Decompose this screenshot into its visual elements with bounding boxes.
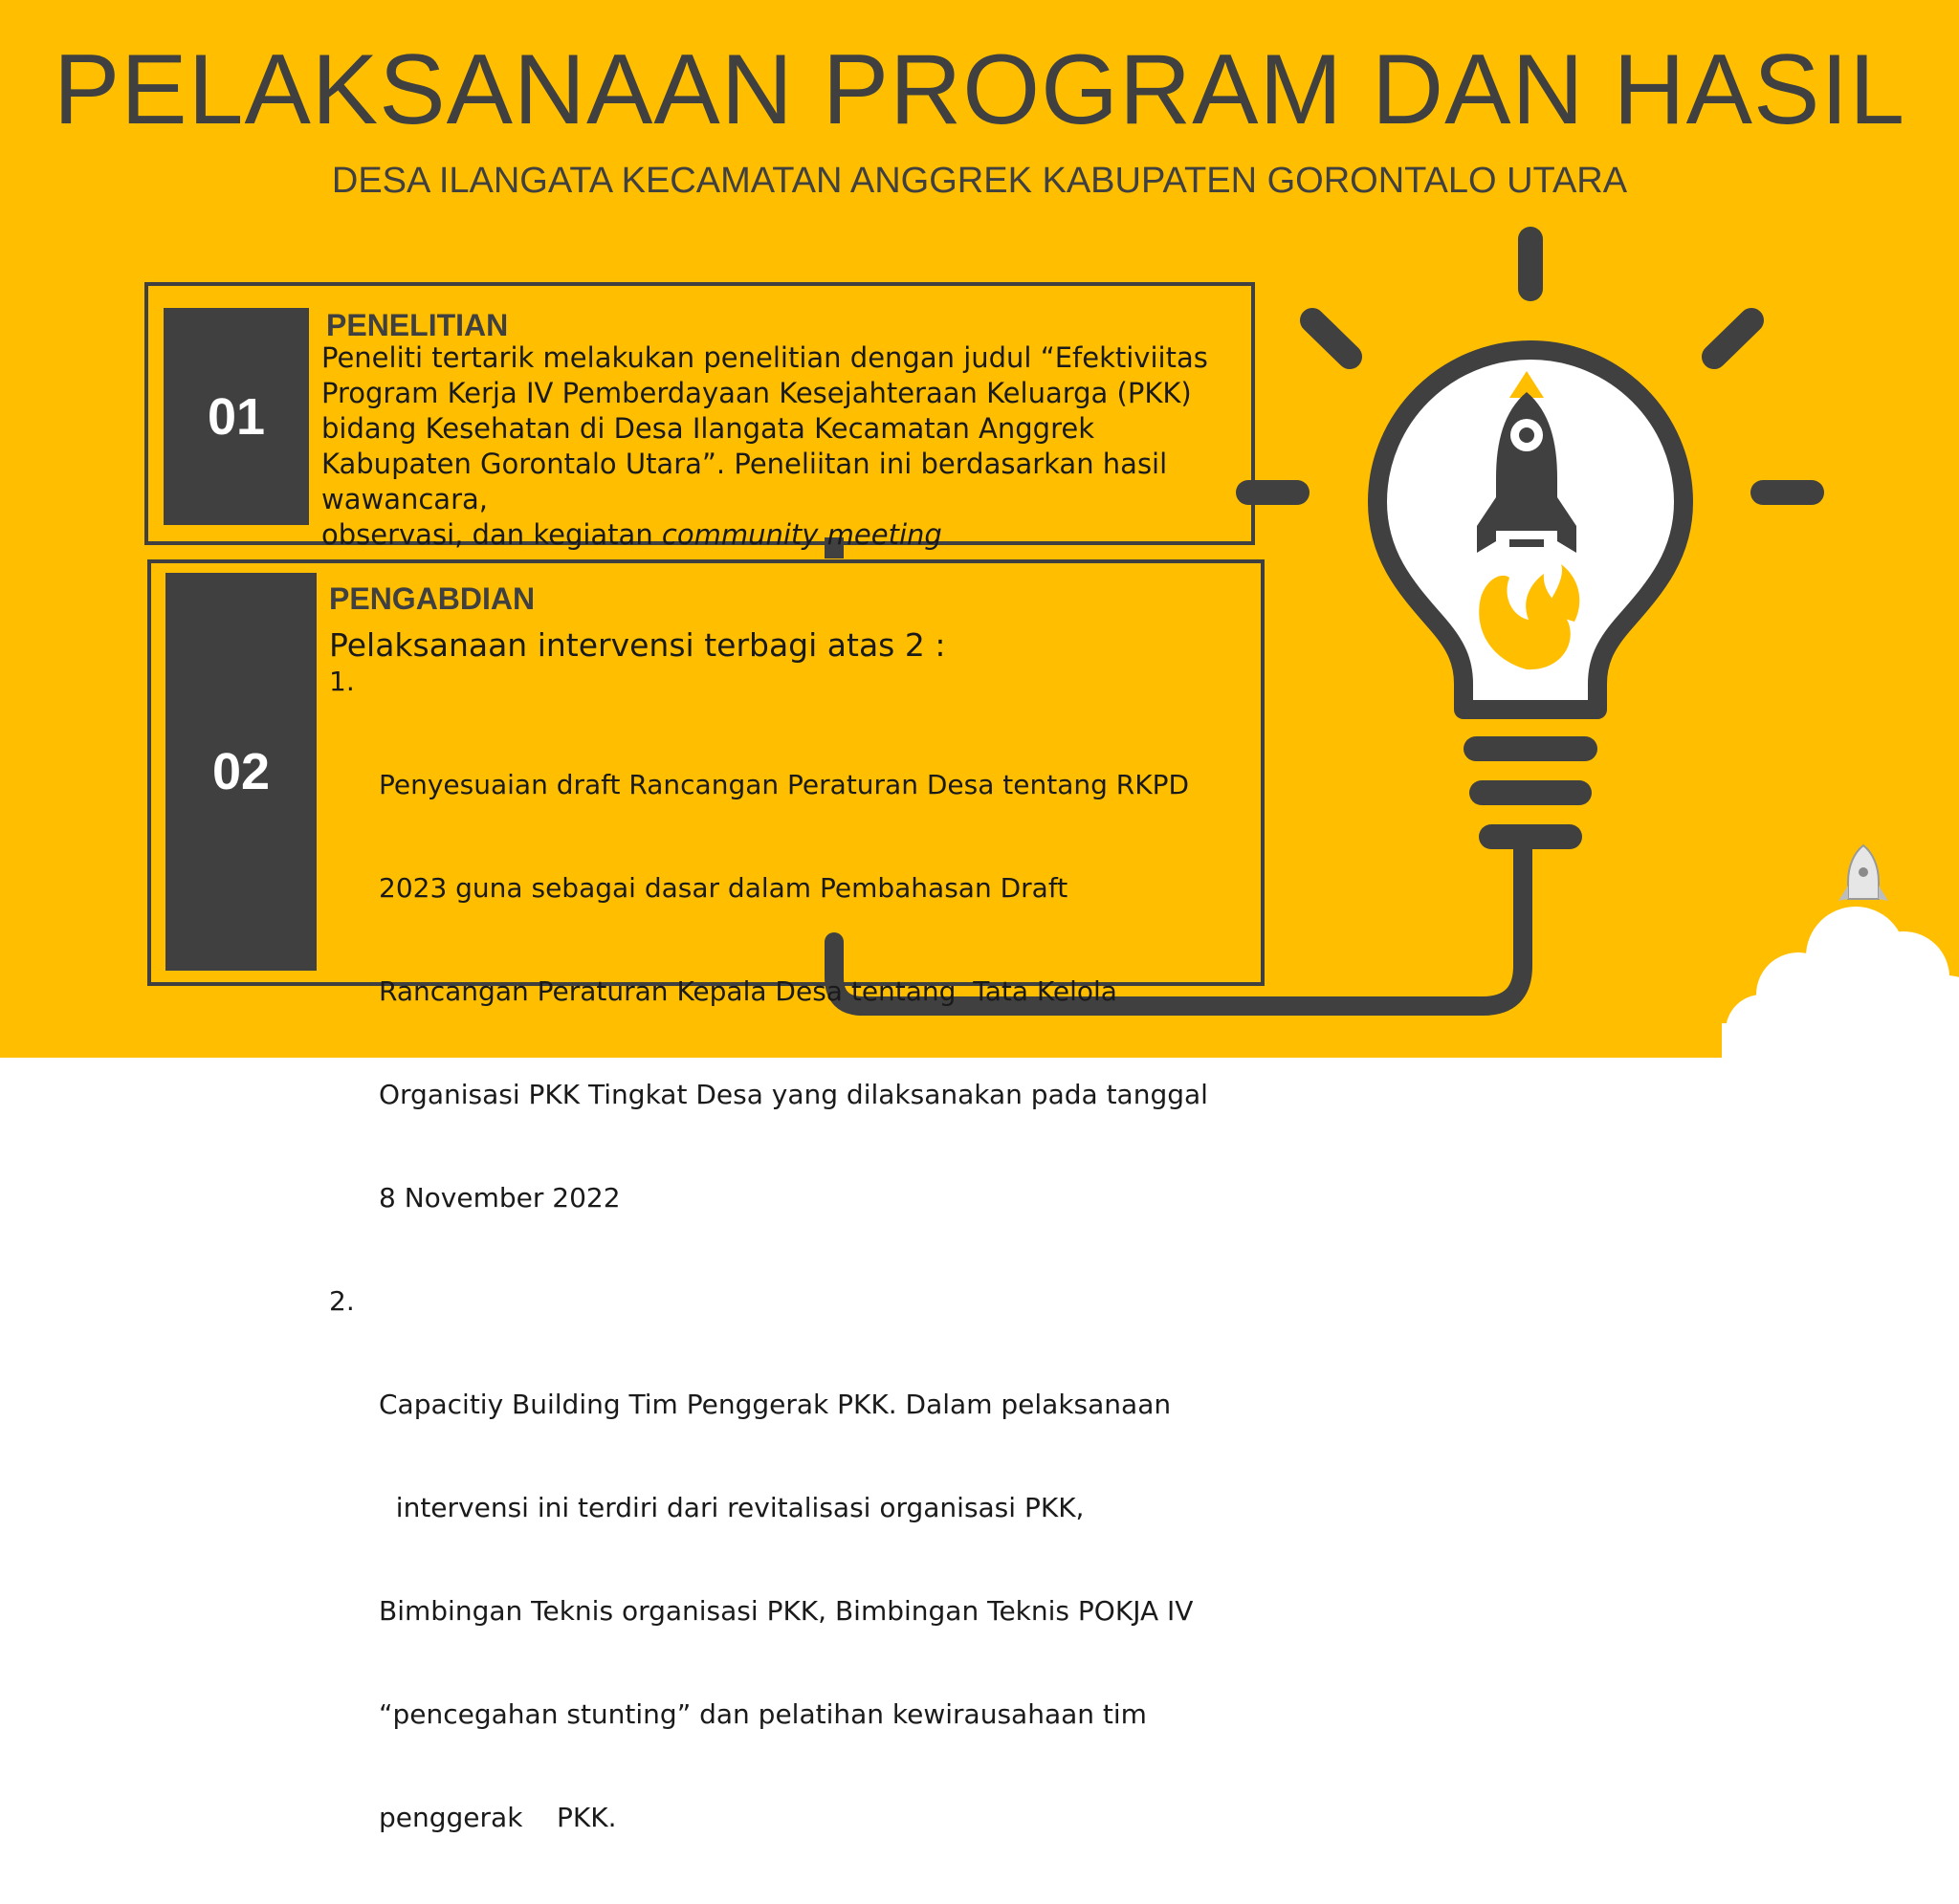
list-item-line: “pencegahan stunting” dan pelatihan kewirausahaan tim [379, 1698, 1147, 1730]
list-item-line: Rancangan Peraturan Kepala Desa tentang Tata Kelola [379, 975, 1117, 1007]
list-item-line: penggerak PKK. [379, 1802, 617, 1833]
list-item-number: 2. [329, 1285, 355, 1317]
list-item [329, 665, 1208, 1284]
section-number-01: 01 [164, 308, 309, 525]
list-item-line: Penyesuaian draft Rancangan Peraturan Desa tentang RKPD [379, 769, 1190, 800]
list-item-line: intervensi ini terdiri dari revitalisasi organisasi PKK, [379, 1492, 1085, 1523]
pengabdian-heading: PENGABDIAN [329, 581, 536, 616]
slide-title: PELAKSANAAN PROGRAM DAN HASIL [53, 34, 1906, 145]
penelitian-line: Peneliti tertarik melakukan penelitian dengan judul “Efektiviitas [321, 341, 1208, 374]
slide-subtitle: DESA ILANGATA KECAMATAN ANGGREK KABUPATEN GORONTALO UTARA [331, 161, 1628, 201]
list-item-line: Organisasi PKK Tingkat Desa yang dilaksanakan pada tanggal [379, 1079, 1208, 1110]
list-item-line: Capacitiy Building Tim Penggerak PKK. Dalam pelaksanaan [379, 1389, 1172, 1420]
penelitian-paragraph [321, 340, 1208, 553]
penelitian-line-last [321, 517, 1208, 553]
penelitian-last-italic: community meeting [661, 518, 942, 551]
cloud-icon [1722, 907, 1959, 1081]
penelitian-last-text: observasi, dan kegiatan [321, 518, 662, 551]
pengabdian-list [329, 665, 1208, 1904]
section-number-02: 02 [165, 573, 317, 971]
penelitian-line: Program Kerja IV Pemberdayaan Kesejahteraan Keluarga (PKK) [321, 377, 1192, 409]
list-item-line: 8 November 2022 [379, 1182, 621, 1214]
penelitian-line: wawancara, [321, 483, 488, 515]
pengabdian-intro: Pelaksanaan intervensi terbagi atas 2 : [329, 626, 946, 664]
list-item-number: 1. [329, 666, 355, 697]
penelitian-line: Kabupaten Gorontalo Utara”. Peneliitan ini berdasarkan hasil [321, 448, 1168, 480]
list-item [329, 1284, 1208, 1904]
penelitian-line: bidang Kesehatan di Desa Ilangata Kecamatan Anggrek [321, 412, 1095, 445]
list-item-line: Bimbingan Teknis organisasi PKK, Bimbingan Teknis POKJA IV [379, 1595, 1194, 1627]
list-item-line: 2023 guna sebagai dasar dalam Pembahasan Draft [379, 872, 1068, 904]
penelitian-heading: PENELITIAN [326, 308, 509, 342]
small-rocket-icon [1838, 845, 1888, 901]
